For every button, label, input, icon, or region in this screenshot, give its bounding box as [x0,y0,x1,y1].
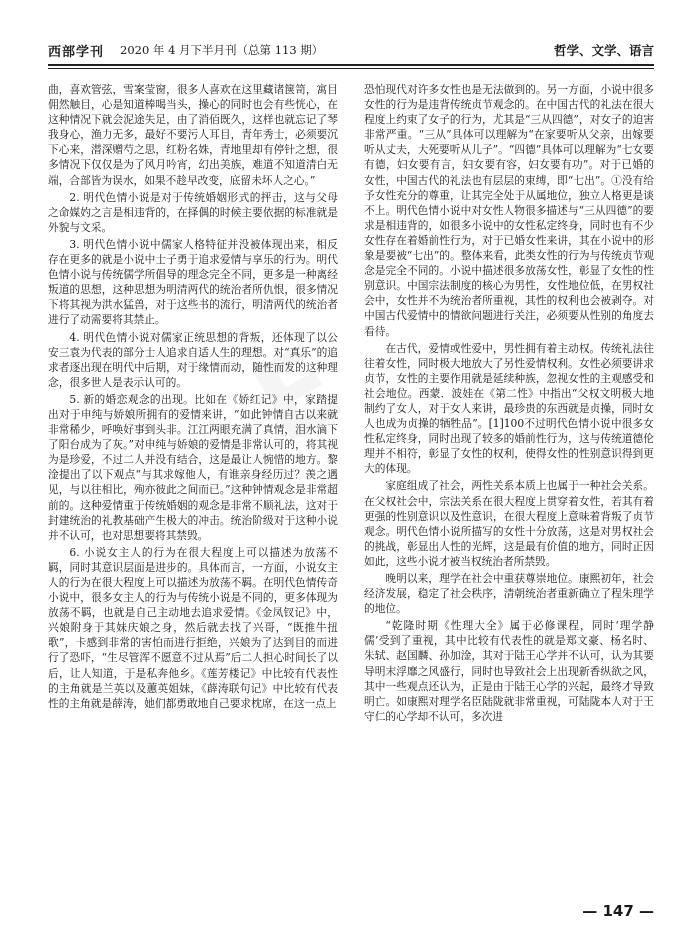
paragraph: 3. 明代色情小说中儒家人格特征并没被体现出来，相反存在更多的就是小说中士子勇于追求爱情与享乐的行为。明代色情小说与传统儒学所倡导的理念完全不同，更多是一种离经叛道的思想，这种思想为明清两代的统治者所仇恨，很多情况下将其视为洪水猛兽，对于这些书的流行，明清两代的统治者进行了动需要将其禁止。 [48,237,338,327]
paragraph: 2. 明代色情小说是对于传统婚姻形式的抨击，这与父母之命媒妁之言是相违背的，在择偶的时候主要依据的标准就是外貌与文采。 [48,190,338,234]
paragraph: 5. 新的婚恋观念的出现。比如在《娇红记》中，家踏提出对于申纯与娇娘所拥有的爱情来讲，“如此钟情自古以来就非常稀少，呼唤好事到头非。江江两眼充满了真情，泪水滴下了阳台成为了灰。”对申纯与娇娘的爱情是非常认可的，将其视为是珍爱，不过二人并没有结合，这是最让人惋惜的地方。黎淦提出了以下观点“与其求嫁他人，有谁亲身经历过？羡之遇见，与以往相比，殉亦彼此之间而已。”这种钟情观念是非常超前的。这种爱情重于传统婚姻的观念是非常不顺礼法，这对于封建统治的礼教基础产生极大的冲击。统治阶级对于这种小说并不认可，也对思想要将其禁毁。 [48,392,338,542]
paragraph: 恐怕现代对许多女性也是无法做到的。另一方面，小说中很多女性的行为是违背传统贞节观念的。在中国古代的礼法在很大程度上约束了女子的行为，尤其是“三从四德”，对女子的迫害非常严重。“三从”具体可以理解为“在家要听从父亲，出嫁要听从丈夫，大死要听从儿子”。“四德”具体可以理解为“七女要有德，妇女要有言，妇女要有容，妇女要有功”。对于已婚的女性，中国古代的礼法也有层层的束缚，即“七出”。①没有给予女性充分的尊重，让其完全处于从属地位，独立人格更是谈不上。明代色情小说中对女性人物很多描述与“三从四德”的要求是相违背的，如很多小说中的女性私定终身，同时也有不少女性存在着婚前性行为，对于已婚女性来讲，其在小说中的形象是要被“七出”的。整体来看，此类女性的行为与传统贞节观念是完全不同的。小说中描述很多放荡女性，彰显了女性的性别意识。中国宗法制度的核心为男性，女性地位低，在男权社会中，女性并不为统治者所重视，其性的权利也会被剥夺。对中国古代爱情中的情欲问题进行关注，必须要从性别的角度去看待。 [364,83,654,338]
paragraph: “乾隆时期《性理大全》属于必修课程，同时‘理学静儒’受到了重视，其中比较有代表性的就是郑文豪、杨名时、朱轼、赵国麟、孙加淦，其对于陆王心学并不认可，认为其要导明末浮靡之风盛行，同时也导致社会上出现新香纵欲之风，其中一些观点还认为，正是由于陆王心学的兴起，最终才导致明亡。如康熙对理学名臣陆陇就非常重视，可陆陇本人对于王守仁的心学却不认可，多次进 [364,619,654,723]
paragraph: 6. 小说女主人的行为在很大程度上可以描述为放荡不羁，同时其意识层面是进步的。具体而言，一方面，小说女主人的行为在很大程度上可以描述为放荡不羁。在明代色情传奇小说中，很多女主人的行为与传统小说是不同的，更多体现为放荡不羁，也就是自己主动地去追求爱情。《金凤钗记》中，兴娘附身于其妹庆娘之身，然后就去找了兴哥，“既推牛扭歌”，卡感到非常的害怕而进行拒绝，兴娘为了达到目的而进行了恐吓，“生尽管浑不愿意不过从焉”后二人担心时间长了以后，让人知道，于是私奔他乡。《莲芳楼记》中比较有代表性的主角就是兰英以及蕙英姐妹，《薜涛联句记》中比较有代表性的主角就是薛涛，她们都勇敢地自己要求枕席，在这一点上 [48,545,338,710]
paragraph: 曲，喜欢管弦，雪案莹窗，很多人喜欢在这里藏诸箧笥，寓目佣然触目，心是知道棒喝当头，操心的同时也会有些恍心，在这种情况下就会泥途失足，由了消佰既久，这样也就忘记了琴我身心，渔力无多，最好不要污人耳目，青年秀士，必须要沉下心来，潜深赠芍之思，红粉名姝，青地里却有停针之想，很多情况下仅仅是为了风月吟宵，幻出美族，难道不知道清白无端，合部皆为误水，如果不趁早改变，底留未坏人之心。” [48,83,338,187]
paragraph: 在古代，爱情或性爱中，男性拥有着主动权。传统礼法往往着女性，同时极大地放大了另性爱情权利。女性必须要讲求贞节，女性的主要作用就是延续种族，忽视女性的主观感受和社会地位。西蒙．波娃在《第二性》中指出“父权文明极大地制约了女人，对于女人来讲，最珍贵的东西就是贞操，同时女人也成为贞操的牺牲品”。[1]100不过明代色情小说中很多女性私定终身，同时出现了较多的婚前性行为，这与传统道德伦理并不相符，彰显了女性的权利，使得女性的性别意识得到更大的体现。 [364,341,654,476]
paragraph: 晚明以来，理学在社会中重获尊崇地位。康熙初年，社会经济发展，稳定了社会秩序，清朝统治者重新确立了程朱理学的地位。 [364,572,654,616]
paragraph: 家庭组成了社会，两性关系本质上也属于一种社会关系。在父权社会中，宗法关系在很大程度上贯穿着女性，若其有着更强的性别意识以及性意识，在很大程度上意味着背叛了贞节观念。明代色情小说所描写的女性十分放荡，这是对男权社会的挑战，彰显出人性的光辉，这是最有价值的地方，同时正因如此，这些小说才被当权统治者所禁毁。 [364,479,654,568]
left-column [48,82,338,711]
section-title: 哲学、文学、语言 [553,43,654,58]
header-rule-thick [48,64,654,66]
right-column [364,82,654,724]
journal-logo: 西部学刊 [48,45,105,60]
page-header [48,40,654,62]
issue-info: 2020 年 4 月下半月刊（总第 113 期） [120,43,324,57]
page-number: — 147 — [582,902,654,920]
paragraph: 4. 明代色情小说对儒家正统思想的背叛，还体现了以公安三袁为代表的部分士人追求自适人生的理想。对“真乐”的追求者逐出现在明代中后期，对于缘情而动，随性而发的这种理念，很多世人是表示认可的。 [48,330,338,389]
header-rule-thin [48,68,654,69]
